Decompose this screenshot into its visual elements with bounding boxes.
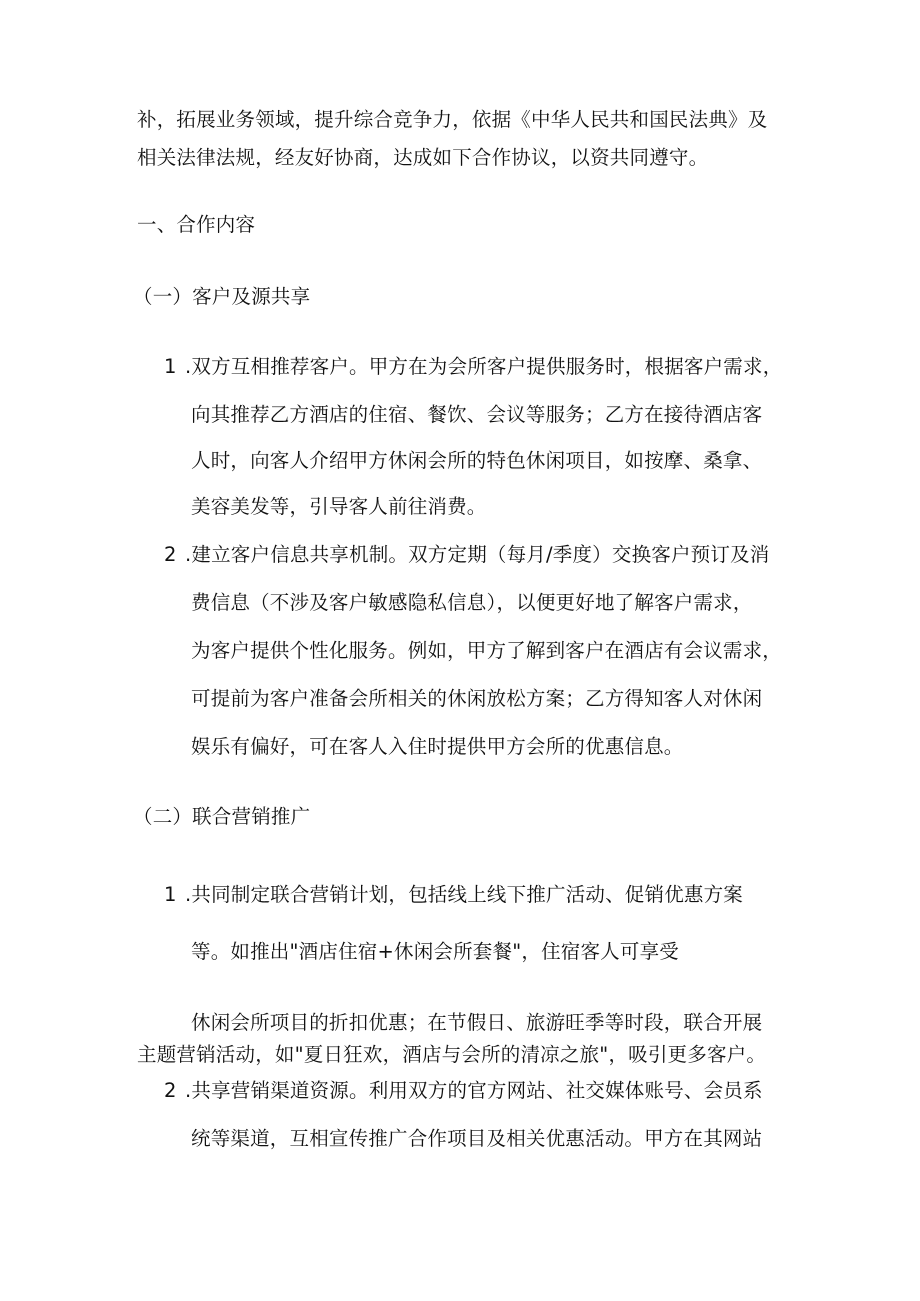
paragraph-line: 为客户提供个性化服务。例如，甲方了解到客户在酒店有会议需求， [191, 639, 783, 662]
subsection-heading-customer-sharing: （一）客户及源共享 [133, 285, 311, 308]
section-heading-cooperation: 一、合作内容 [137, 213, 256, 236]
paragraph-line: .双方互相推荐客户。甲方在为会所客户提供服务时，根据客户需求， [185, 355, 783, 378]
item-number: 1 [164, 355, 177, 378]
item-number: 2 [164, 1079, 177, 1102]
paragraph-line: 费信息（不涉及客户敏感隐私信息），以便更好地了解客户需求， [191, 591, 753, 614]
paragraph-line: .共同制定联合营销计划，包括线上线下推广活动、促销优惠方案 [185, 883, 743, 906]
paragraph-line: 向其推荐乙方酒店的住宿、餐饮、会议等服务；乙方在接待酒店客 [191, 403, 763, 426]
paragraph-line: 可提前为客户准备会所相关的休闲放松方案；乙方得知客人对休闲 [191, 687, 763, 710]
item-number: 2 [164, 543, 177, 566]
paragraph-line: 休闲会所项目的折扣优惠；在节假日、旅游旺季等时段，联合开展 [191, 1011, 763, 1034]
subsection-heading-joint-marketing: （二）联合营销推广 [133, 805, 311, 828]
intro-line-2: 相关法律法规，经友好协商，达成如下合作协议，以资共同遵守。 [137, 146, 709, 169]
item-number: 1 [164, 883, 177, 906]
paragraph-line: 娱乐有偏好，可在客人入住时提供甲方会所的优惠信息。 [191, 735, 684, 758]
intro-line-1: 补，拓展业务领域，提升综合竞争力，依据《中华人民共和国民法典》及 [137, 108, 768, 131]
paragraph-line: .共享营销渠道资源。利用双方的官方网站、社交媒体账号、会员系 [185, 1079, 763, 1102]
paragraph-line: .建立客户信息共享机制。双方定期（每月/季度）交换客户预订及消 [185, 543, 770, 566]
paragraph-line: 主题营销活动，如"夏日狂欢，酒店与会所的清凉之旅"，吸引更多客户。 [137, 1043, 767, 1066]
paragraph-line: 等。如推出"酒店住宿+休闲会所套餐"，住宿客人可享受 [191, 940, 679, 963]
paragraph-line: 人时，向客人介绍甲方休闲会所的特色休闲项目，如按摩、桑拿、 [191, 449, 763, 472]
paragraph-line: 统等渠道，互相宣传推广合作项目及相关优惠活动。甲方在其网站 [191, 1127, 763, 1150]
paragraph-line: 美容美发等，引导客人前往消费。 [191, 495, 487, 518]
